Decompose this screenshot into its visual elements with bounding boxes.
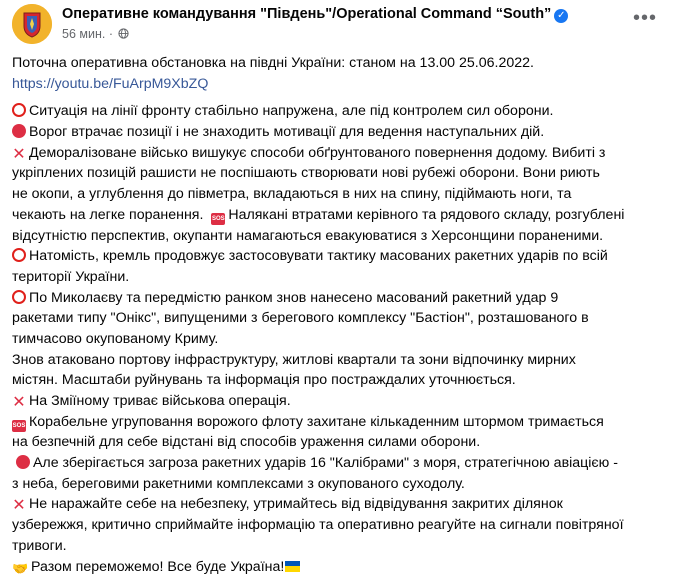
post-line-text: тимчасово окупованому Криму. [12, 330, 219, 347]
sos-icon: SOS [12, 420, 26, 432]
post-line-text: Не наражайте себе на небезпеку, утримайтесь від відвідування закритих ділянок [29, 496, 563, 513]
post-line-text: Ворог втрачає позиції і не знаходить мотивації для ведення наступальних дій. [29, 124, 545, 141]
post-line-text: чекають на легке поранення. [12, 206, 204, 223]
post-line-text: узбережжя, критично сприймайте інформацію та оперативно реагуйте на сигнали повітряної [12, 517, 624, 534]
ukraine-flag-icon [285, 561, 300, 572]
post-line-text: ракетами типу "Онікс", випущеними з берегового комплексу "Бастіон", розташованого в [12, 310, 589, 327]
post-line [12, 143, 672, 164]
post-line [12, 308, 672, 329]
post-line [12, 432, 672, 453]
post-line-text: Але зберігається загроза ракетних ударів 16 "Калібрами" з моря, стратегічною авіацією - [32, 455, 618, 472]
post-line [12, 412, 672, 433]
verified-badge-icon: ✓ [554, 9, 568, 23]
page-name[interactable] [62, 6, 568, 23]
post-line-text: відсутністю перспектив, окупанти намагаються евакуюватися з Херсонщини пораненими. [12, 227, 604, 244]
post-line [12, 267, 672, 288]
post-line [12, 329, 672, 350]
post-line [12, 557, 672, 578]
post-line [12, 494, 672, 515]
post-line-text: Налякані втратами керівного та рядового складу, розгублені [228, 206, 625, 223]
hollow-red-circle-icon [12, 248, 26, 262]
post-line-text: з неба, береговими ракетними комплексами з окупованого суходолу. [12, 475, 465, 492]
post-line-text: Корабельне угруповання ворожого флоту захитане кількаденним штормом тримається [29, 413, 604, 430]
command-emblem-icon [12, 4, 52, 44]
post-line [12, 101, 672, 122]
post-line-text: на безпечній для себе відстані від способів ураження силами оборони. [12, 434, 481, 451]
post-line-text: Разом переможемо! Все буде Україна! [31, 558, 285, 575]
post-time[interactable]: 56 мин. [62, 27, 106, 41]
post-line-text: На Зміїному триває військова операція. [29, 393, 291, 409]
post-line [12, 474, 672, 495]
handshake-icon: 🤝 [12, 560, 29, 576]
globe-icon [118, 28, 129, 39]
post-line-text: укріплених позицій рашисти не поспішають створювати нові рубежі оборони. Вони риють [12, 165, 600, 182]
post-line-text: Натомість, кремль продовжує застосовувати тактику масованих ракетних ударів по всій [29, 248, 608, 265]
post-line-text: Деморалізоване військо вишукує способи обґрунтованого повернення додому. Вибиті з [29, 144, 606, 161]
post-intro: Поточна оперативна обстановка на півдні України: станом на 13.00 25.06.2022. [12, 55, 534, 71]
cross-mark-icon: ✕ [12, 394, 26, 411]
post-line-text: По Миколаєву та передмістю ранком знов нанесено масований ракетний удар 9 [29, 289, 559, 306]
red-circle-icon [16, 455, 30, 469]
post-line-text: містян. Масштаби руйнувань та інформація про постраждалих уточнюється. [12, 372, 516, 389]
post-line-text: не окопи, а углублення до півметра, вкладаються в них на спину, підіймають ноги, та [12, 186, 572, 203]
post-line [12, 184, 672, 205]
hollow-red-circle-icon [12, 103, 26, 117]
post-line [12, 515, 672, 536]
post-line [12, 226, 672, 247]
post-line [12, 246, 672, 267]
avatar[interactable] [12, 4, 52, 44]
post-lines [12, 101, 672, 577]
post-meta: 56 мин. · [62, 27, 129, 41]
sos-icon: SOS [211, 213, 225, 225]
post-line [12, 288, 672, 309]
author-name[interactable]: Оперативне командування "Південь"/Operational Command “South” [62, 6, 552, 22]
more-options-icon: ••• [632, 7, 657, 29]
more-options-button[interactable] [629, 8, 661, 36]
post-line-text: тривоги. [12, 537, 67, 554]
post-line [12, 122, 672, 143]
post-line-text: Знов атаковано портову інфраструктуру, житлові квартали та зони відпочинку мирних [12, 351, 576, 368]
post-line [12, 536, 672, 557]
post-line [12, 350, 672, 371]
post-line-text: Ситуація на лінії фронту стабільно напружена, але під контролем сил оборони. [29, 103, 554, 120]
post-line [12, 370, 672, 391]
youtube-link[interactable]: https://youtu.be/FuArpM9XbZQ [12, 75, 209, 92]
hollow-red-circle-icon [12, 290, 26, 304]
post-line [12, 391, 672, 412]
post-line [12, 163, 672, 184]
cross-mark-icon: ✕ [12, 497, 26, 515]
post-line-text: території України. [12, 268, 130, 285]
post-line [12, 205, 672, 226]
post-header [12, 4, 663, 44]
cross-mark-icon: ✕ [12, 145, 26, 163]
post-line [12, 453, 672, 474]
post-body [12, 53, 672, 577]
red-circle-icon [12, 124, 26, 138]
